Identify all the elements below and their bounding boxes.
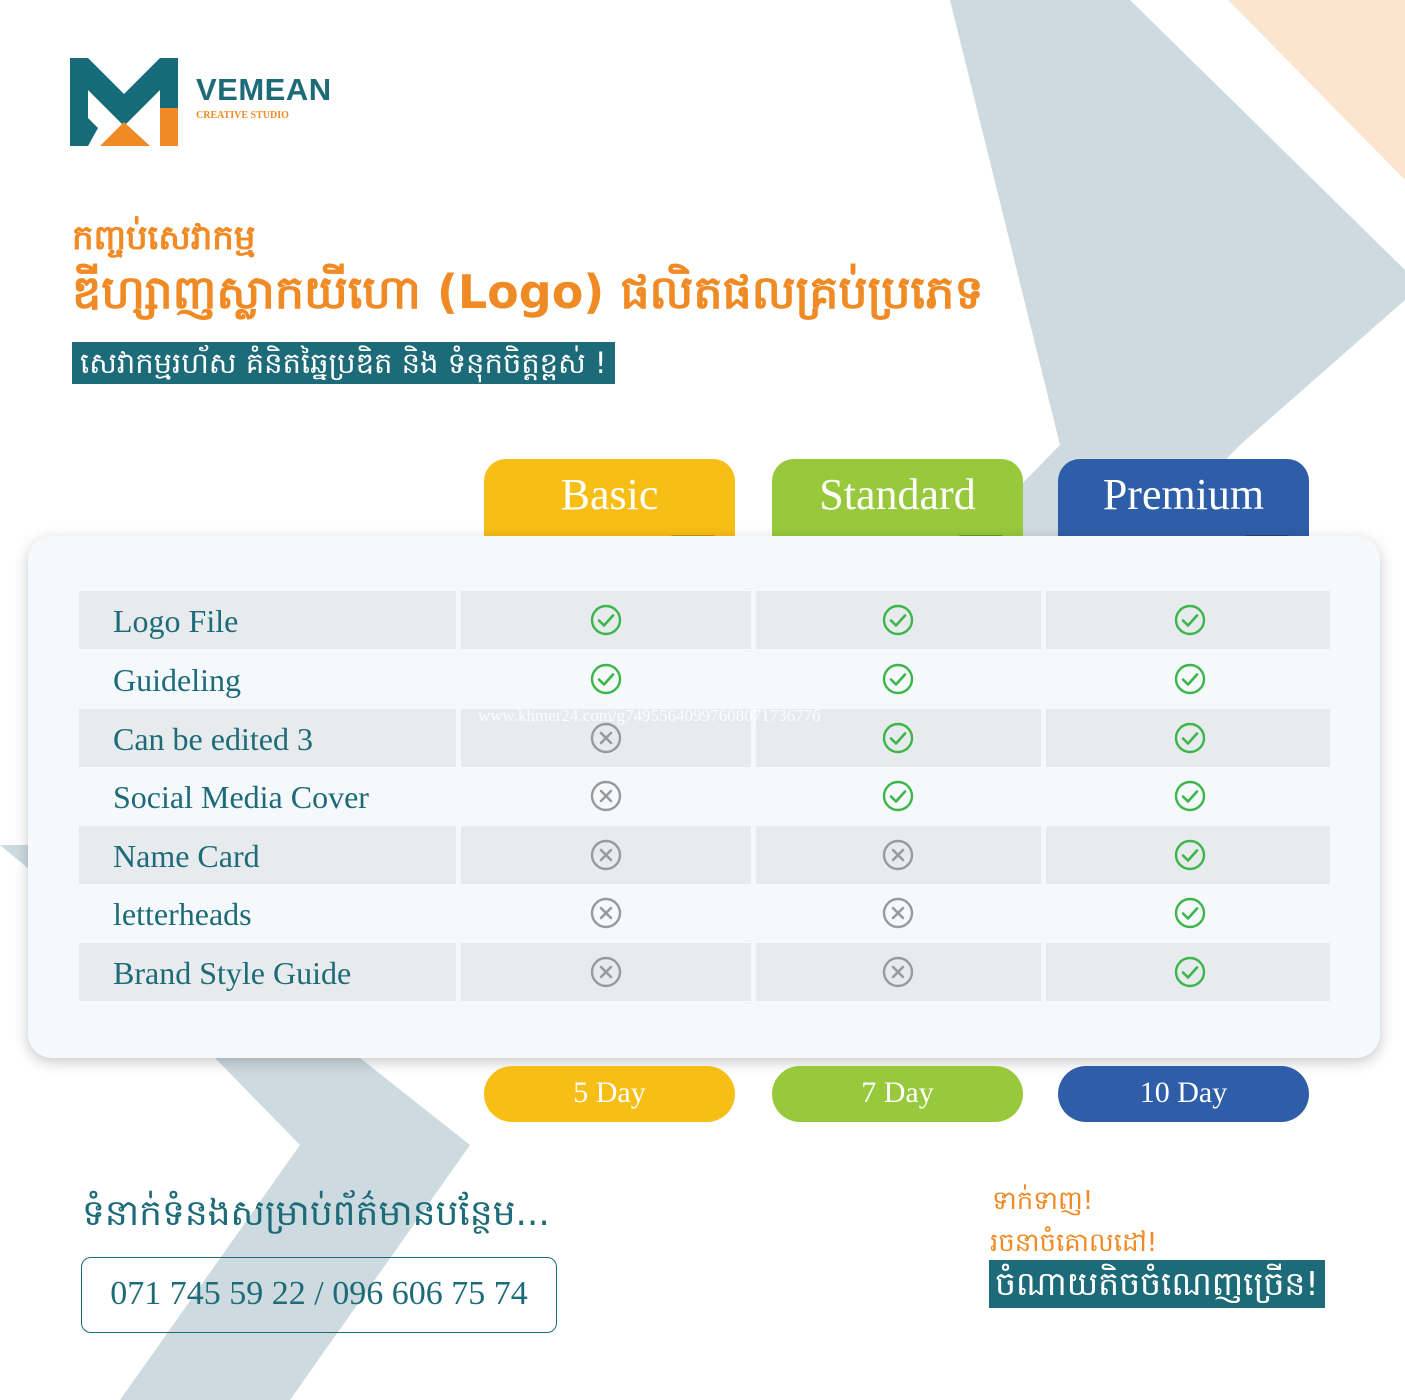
- feature-label: Brand Style Guide: [113, 955, 352, 991]
- check-icon: [589, 603, 623, 637]
- cross-icon: [881, 955, 915, 989]
- brand-logo: [70, 58, 370, 148]
- feature-label: Logo File: [113, 603, 239, 639]
- cross-icon: [589, 721, 623, 755]
- heading-banner: សេវាកម្មរហ័ស គំនិតឆ្នៃប្រឌិត និង ទំនុកចិត្តខ្ពស់ !: [72, 342, 615, 384]
- duration-basic: 5 Day: [484, 1066, 735, 1122]
- duration-standard: 7 Day: [772, 1066, 1023, 1122]
- check-icon: [1173, 721, 1207, 755]
- tab-basic-label: Basic: [560, 470, 659, 519]
- tab-basic[interactable]: [484, 459, 735, 537]
- promo-line-1: ទាក់ទាញ!: [992, 1186, 1094, 1216]
- feature-label: Social Media Cover: [113, 779, 369, 815]
- cross-icon: [589, 838, 623, 872]
- heading-package: កញ្ចប់សេវាកម្ម: [72, 218, 256, 258]
- check-icon: [1173, 955, 1207, 989]
- cross-icon: [589, 779, 623, 813]
- tab-premium[interactable]: [1058, 459, 1309, 537]
- feature-label: Can be edited 3: [113, 721, 313, 757]
- vemean-logo-icon: [70, 58, 180, 148]
- watermark: www.khmer24.com/g7495564099760807173677б: [478, 706, 821, 725]
- comparison-table: [28, 536, 1380, 1058]
- check-icon: [881, 603, 915, 637]
- brand-name: VEMEAN: [196, 72, 332, 107]
- check-icon: [1173, 779, 1207, 813]
- promo-line-2: រចនាចំគោលដៅ!: [990, 1228, 1158, 1258]
- cross-icon: [589, 955, 623, 989]
- duration-premium: 10 Day: [1058, 1066, 1309, 1122]
- check-icon: [881, 779, 915, 813]
- tab-premium-label: Premium: [1102, 470, 1265, 519]
- feature-label: Guideling: [113, 662, 241, 698]
- cross-icon: [589, 896, 623, 930]
- check-icon: [1173, 662, 1207, 696]
- check-icon: [1173, 838, 1207, 872]
- phone-numbers[interactable]: 071 745 59 22 / 096 606 75 74: [81, 1257, 557, 1333]
- feature-label: Name Card: [113, 838, 260, 874]
- tab-standard[interactable]: [772, 459, 1023, 537]
- cross-icon: [881, 896, 915, 930]
- check-icon: [1173, 896, 1207, 930]
- contact-label: ទំនាក់ទំនងសម្រាប់ព័ត៌មានបន្ថែម...: [82, 1193, 550, 1234]
- check-icon: [1173, 603, 1207, 637]
- feature-label: letterheads: [113, 896, 252, 932]
- check-icon: [881, 662, 915, 696]
- check-icon: [589, 662, 623, 696]
- tab-standard-label: Standard: [819, 470, 976, 519]
- promo-line-3: ចំណាយតិចចំណេញច្រើន!: [989, 1260, 1325, 1308]
- check-icon: [881, 721, 915, 755]
- cross-icon: [881, 838, 915, 872]
- brand-subtitle: CREATIVE STUDIO: [196, 110, 289, 121]
- heading-main: ឌីហ្សាញស្លាកយីហោ (Logo) ផលិតផលគ្រប់ប្រភេទ: [72, 265, 984, 319]
